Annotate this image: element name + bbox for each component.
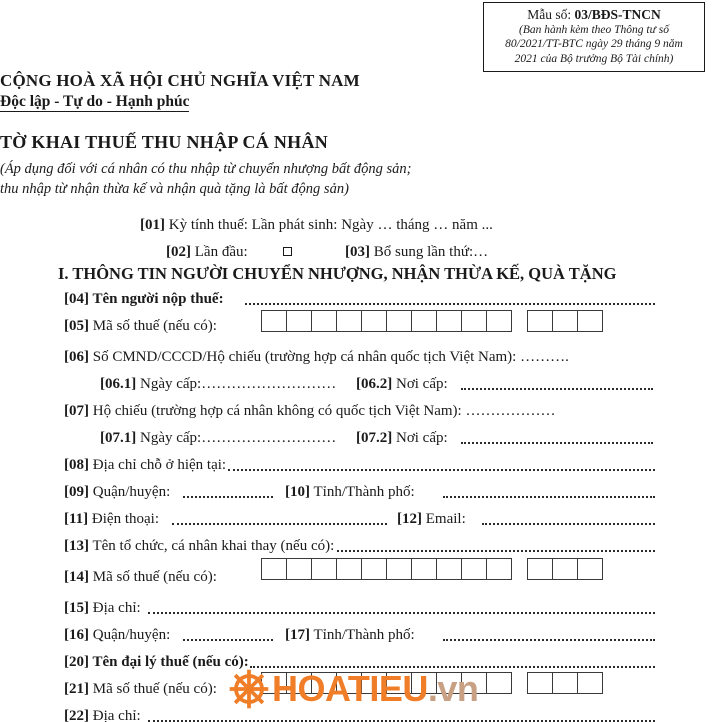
- field-13-tag: [13]: [64, 538, 89, 554]
- field-07-2-input-line[interactable]: [461, 442, 653, 444]
- tax-code-cell[interactable]: [486, 310, 512, 332]
- field-02-checkbox[interactable]: [283, 247, 292, 256]
- field-08-current-address: [64, 458, 226, 473]
- national-motto: Độc lập - Tự do - Hạnh phúc: [0, 93, 190, 110]
- tax-code-cell[interactable]: [286, 672, 312, 694]
- form-issue-line-3: 2021 của Bộ trưởng Bộ Tài chính): [514, 52, 674, 65]
- field-06-tag: [06]: [64, 349, 89, 365]
- field-04-tag: [04]: [64, 291, 89, 307]
- field-16-district: [64, 628, 170, 643]
- field-10-province: [285, 485, 415, 500]
- field-21-tag: [21]: [64, 681, 89, 697]
- doc-subtitle-line-2: thu nhập từ nhận thừa kế và nhận quà tặng là bất động sản): [0, 181, 349, 197]
- field-22-label: Địa chỉ:: [92, 708, 141, 722]
- field-14-tax-code-comb-group-2[interactable]: [527, 558, 602, 580]
- tax-code-cell[interactable]: [486, 672, 512, 694]
- field-07-tag: [07]: [64, 403, 89, 419]
- field-08-tag: [08]: [64, 457, 89, 473]
- form-issue-line-2: 80/2021/TT-BTC ngày 29 tháng 9 năm: [505, 38, 683, 51]
- field-03-tag: [03]: [345, 244, 370, 260]
- tax-code-cell[interactable]: [461, 558, 487, 580]
- tax-code-cell[interactable]: [486, 558, 512, 580]
- field-10-label: Tỉnh/Thành phố:: [313, 484, 415, 500]
- field-12-label: Email:: [425, 511, 466, 527]
- national-heading-line-1: CỘNG HOÀ XÃ HỘI CHỦ NGHĨA VIỆT NAM: [0, 71, 360, 90]
- field-04-label: Tên người nộp thuế:: [92, 291, 224, 307]
- tax-code-cell[interactable]: [411, 672, 437, 694]
- tax-code-cell[interactable]: [527, 558, 553, 580]
- field-21-tax-code: [64, 682, 217, 697]
- tax-code-cell[interactable]: [286, 310, 312, 332]
- field-03-label: Bổ sung lần thứ:…: [373, 244, 489, 260]
- field-06-id-number: [64, 350, 569, 365]
- field-07-2-label: Nơi cấp:: [396, 430, 448, 446]
- tax-code-cell[interactable]: [361, 672, 387, 694]
- field-17-tag: [17]: [285, 627, 310, 643]
- field-07-2-tag: [07.2]: [356, 430, 393, 446]
- field-16-tag: [16]: [64, 627, 89, 643]
- field-17-province: [285, 628, 415, 643]
- tax-code-cell[interactable]: [552, 558, 578, 580]
- tax-code-cell[interactable]: [361, 558, 387, 580]
- tax-code-cell[interactable]: [577, 672, 603, 694]
- tax-code-cell[interactable]: [552, 310, 578, 332]
- field-09-input-line[interactable]: [183, 496, 273, 498]
- tax-code-cell[interactable]: [361, 310, 387, 332]
- field-15-tag: [15]: [64, 600, 89, 616]
- field-11-tag: [11]: [64, 511, 89, 527]
- field-22-tag: [22]: [64, 708, 89, 722]
- tax-code-cell[interactable]: [386, 558, 412, 580]
- section-i-heading: I. THÔNG TIN NGƯỜI CHUYỂN NHƯỢNG, NHẬN THỪA KẾ, QUÀ TẶNG: [58, 264, 617, 283]
- tax-code-cell[interactable]: [311, 672, 337, 694]
- form-number-box: [483, 2, 705, 72]
- field-14-tag: [14]: [64, 569, 89, 585]
- field-20-tag: [20]: [64, 654, 89, 670]
- doc-subtitle-line-1: (Áp dụng đối với cá nhân có thu nhập từ chuyển nhượng bất động sản;: [0, 161, 412, 177]
- tax-code-cell[interactable]: [436, 558, 462, 580]
- field-06-label: Số CMND/CCCD/Hộ chiếu (trường hợp cá nhân quốc tịch Việt Nam): ……….: [92, 349, 569, 365]
- field-01-tag: [01]: [140, 217, 165, 233]
- field-02-tag: [02]: [166, 244, 191, 260]
- field-05-tag: [05]: [64, 318, 89, 334]
- tax-code-cell[interactable]: [311, 558, 337, 580]
- tax-code-cell[interactable]: [436, 310, 462, 332]
- field-20-label: Tên đại lý thuế (nếu có):: [92, 654, 249, 670]
- tax-code-cell[interactable]: [311, 310, 337, 332]
- tax-code-cell[interactable]: [527, 310, 553, 332]
- field-13-agent-name: [64, 539, 334, 554]
- tax-code-cell[interactable]: [386, 672, 412, 694]
- tax-code-cell[interactable]: [527, 672, 553, 694]
- watermark-brand: HOATIEU: [272, 668, 428, 709]
- field-12-tag: [12]: [397, 511, 422, 527]
- field-20-input-line[interactable]: [250, 666, 655, 668]
- tax-code-cell[interactable]: [577, 310, 603, 332]
- field-08-label: Địa chỉ chỗ ở hiện tại:: [92, 457, 227, 473]
- tax-code-cell[interactable]: [577, 558, 603, 580]
- field-12-input-line[interactable]: [482, 523, 655, 525]
- tax-code-cell[interactable]: [411, 558, 437, 580]
- field-15-address: [64, 601, 141, 616]
- tax-code-cell[interactable]: [261, 310, 287, 332]
- field-05-tax-code: [64, 319, 217, 334]
- field-08-input-line[interactable]: [228, 469, 655, 471]
- field-14-tax-code: [64, 570, 217, 585]
- tax-code-cell[interactable]: [411, 310, 437, 332]
- form-number-line: [489, 7, 699, 23]
- field-21-tax-code-comb-group-2[interactable]: [527, 672, 602, 694]
- field-04-input-line[interactable]: [245, 303, 655, 305]
- field-06-2-issue-place: [356, 377, 448, 392]
- field-07-1-label: Ngày cấp:………………………: [140, 430, 337, 446]
- field-13-input-line[interactable]: [337, 550, 655, 552]
- field-11-input-line[interactable]: [172, 523, 387, 525]
- field-21-tax-code-comb-group-1[interactable]: [261, 672, 511, 694]
- field-05-label: Mã số thuế (nếu có):: [92, 318, 217, 334]
- field-22-address: [64, 709, 141, 722]
- field-07-1-tag: [07.1]: [100, 430, 137, 446]
- form-number-code: 03/BĐS-TNCN: [574, 7, 661, 22]
- field-03-amendment: [345, 245, 488, 260]
- field-07-2-issue-place: [356, 431, 448, 446]
- tax-code-cell[interactable]: [336, 310, 362, 332]
- field-11-label: Điện thoại:: [91, 511, 159, 527]
- field-14-tax-code-comb-group-1[interactable]: [261, 558, 511, 580]
- field-07-passport: [64, 404, 555, 419]
- field-06-1-tag: [06.1]: [100, 376, 137, 392]
- tax-code-cell[interactable]: [261, 558, 287, 580]
- field-21-label: Mã số thuế (nếu có):: [92, 681, 217, 697]
- page-title: TỜ KHAI THUẾ THU NHẬP CÁ NHÂN: [0, 132, 329, 152]
- tax-code-cell[interactable]: [336, 558, 362, 580]
- field-01-label: Kỳ tính thuế: Lần phát sinh: Ngày … tháng … năm ...: [168, 217, 493, 233]
- field-13-label: Tên tổ chức, cá nhân khai thay (nếu có):: [92, 538, 335, 554]
- field-17-input-line[interactable]: [443, 639, 655, 641]
- field-02-label: Lần đầu:: [194, 244, 248, 260]
- field-01-tax-period: [140, 218, 493, 233]
- national-heading-line-2: [0, 93, 714, 111]
- tax-code-cell[interactable]: [386, 310, 412, 332]
- field-11-phone: [64, 512, 159, 527]
- field-09-label: Quận/huyện:: [92, 484, 171, 500]
- tax-code-cell[interactable]: [336, 672, 362, 694]
- field-06-2-input-line[interactable]: [461, 388, 653, 390]
- tax-code-cell[interactable]: [461, 672, 487, 694]
- field-20-tax-agent-name: [64, 655, 249, 670]
- field-05-tax-code-comb-group-2[interactable]: [527, 310, 602, 332]
- field-16-label: Quận/huyện:: [92, 627, 171, 643]
- form-number-label: Mẫu số:: [527, 7, 572, 22]
- tax-code-cell[interactable]: [286, 558, 312, 580]
- field-02-first-time: [166, 245, 248, 260]
- field-09-tag: [09]: [64, 484, 89, 500]
- tax-code-cell[interactable]: [436, 672, 462, 694]
- tax-code-cell[interactable]: [261, 672, 287, 694]
- field-06-1-label: Ngày cấp:………………………: [140, 376, 337, 392]
- tax-code-cell[interactable]: [552, 672, 578, 694]
- field-07-label: Hộ chiếu (trường hợp cá nhân không có quốc tịch Việt Nam): ………………: [92, 403, 556, 419]
- field-16-input-line[interactable]: [183, 639, 273, 641]
- watermark-tld: .vn: [427, 668, 479, 709]
- field-14-label: Mã số thuế (nếu có):: [92, 569, 217, 585]
- field-15-input-line[interactable]: [148, 612, 655, 614]
- tax-code-cell[interactable]: [461, 310, 487, 332]
- field-10-input-line[interactable]: [443, 496, 655, 498]
- field-10-tag: [10]: [285, 484, 310, 500]
- field-06-1-issue-date: [100, 377, 336, 392]
- field-05-tax-code-comb-group-1[interactable]: [261, 310, 511, 332]
- field-15-label: Địa chỉ:: [92, 600, 141, 616]
- field-09-district: [64, 485, 170, 500]
- field-06-2-label: Nơi cấp:: [396, 376, 448, 392]
- field-04-taxpayer-name: [64, 292, 224, 307]
- field-12-email: [397, 512, 466, 527]
- field-06-2-tag: [06.2]: [356, 376, 393, 392]
- field-17-label: Tỉnh/Thành phố:: [313, 627, 415, 643]
- form-issue-line-1: (Ban hành kèm theo Thông tư số: [518, 24, 669, 37]
- field-07-1-issue-date: [100, 431, 336, 446]
